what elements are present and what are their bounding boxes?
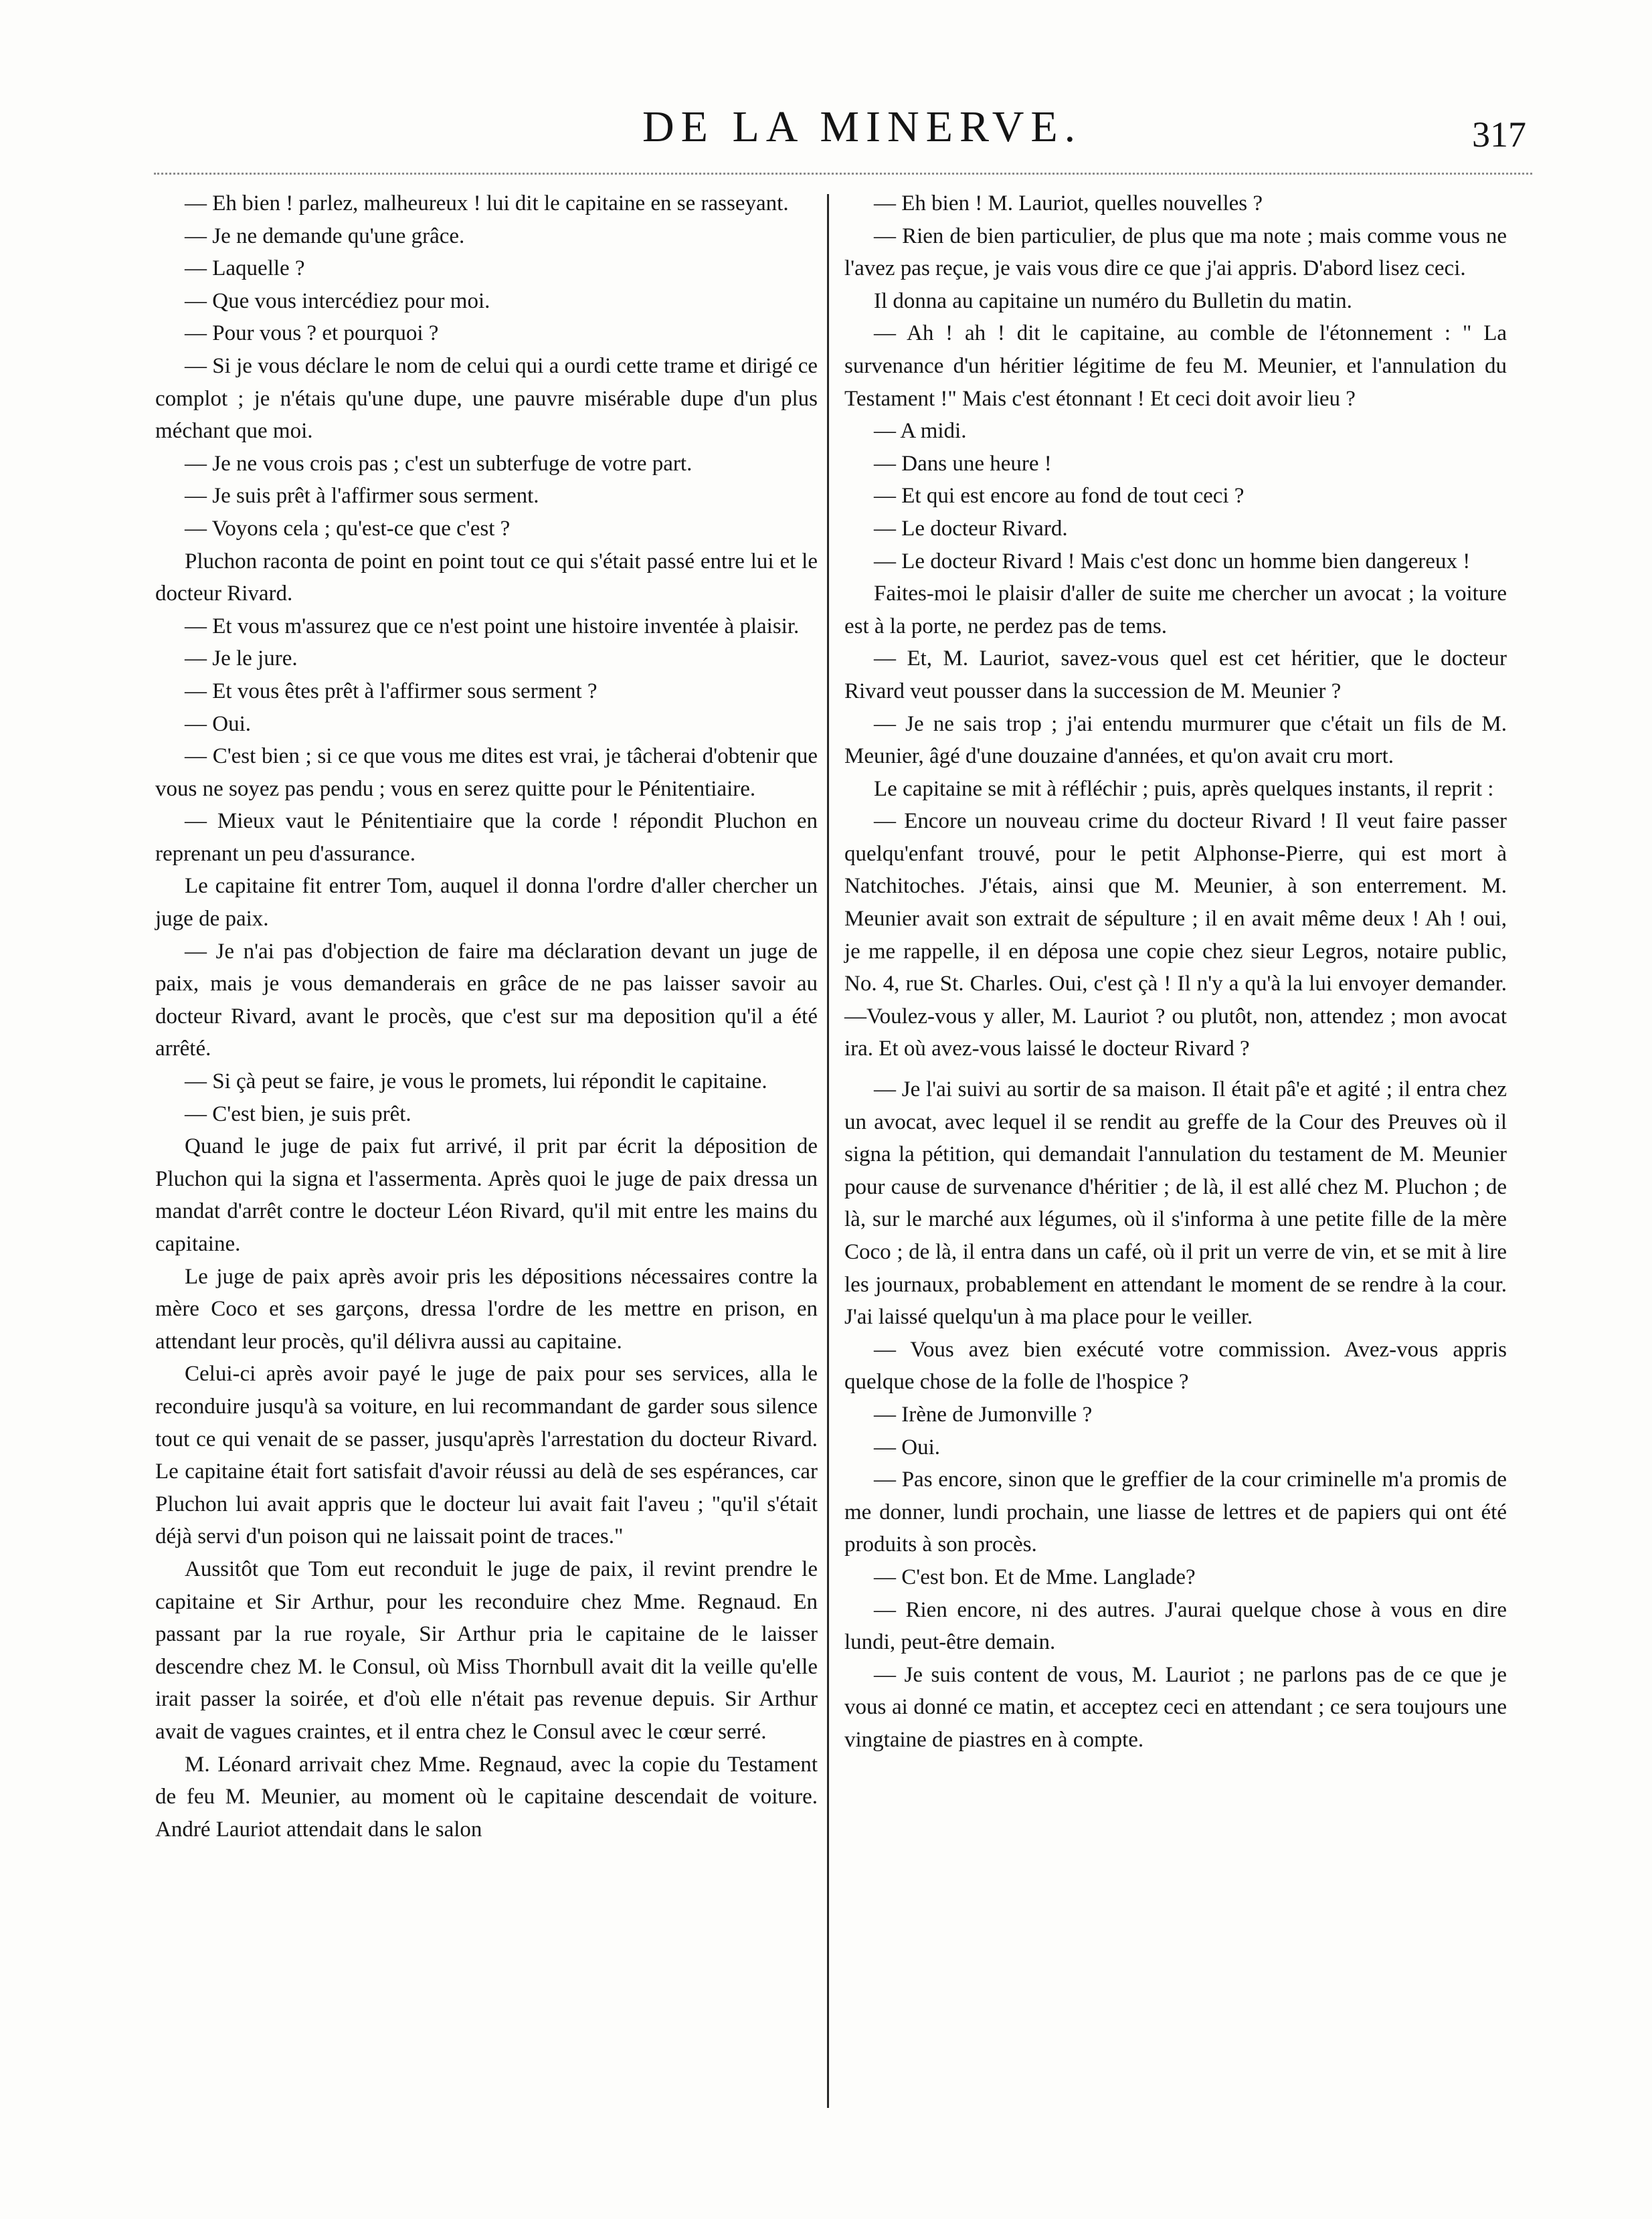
paragraph: — Rien de bien particulier, de plus que ma note ; mais comme vous ne l'avez pas reçue, je vais vous dire ce que j'ai appris. D'abord lisez ceci. (844, 224, 1507, 281)
paragraph: — Et vous m'assurez que ce n'est point une histoire inventée à plaisir. (185, 614, 800, 638)
paragraph: Aussitôt que Tom eut reconduit le juge de paix, il revint prendre le capitaine et Sir Arthur, pour les reconduire chez Mme. Regnaud. En passant par la rue royale, Sir Arthur pria le capitaine de le laisser descendre chez M. le Consul, où Miss Thornbull avait dit la veille qu'elle irait passer la soirée, et d'où elle n'était pas revenue depuis. Sir Arthur avait de vagues craintes, et il entra chez le Consul avec le cœur serré. (155, 1557, 818, 1744)
paragraph: — Laquelle ? (185, 256, 305, 281)
paragraph: — Pas encore, sinon que le greffier de la cour criminelle m'a promis de me donner, lundi prochain, une liasse de lettres et de papiers qui ont été produits à son procès. (844, 1468, 1507, 1557)
paragraph: — Ah ! ah ! dit le capitaine, au comble de l'étonnement : " La survenance d'un héritier légitime de feu M. Meunier, et l'annulation du Testament !" Mais c'est étonnant ! Et ceci doit avoir lieu ? (844, 321, 1507, 411)
paragraph: — Eh bien ! M. Lauriot, quelles nouvelles ? (874, 191, 1263, 215)
paragraph: M. Léonard arrivait chez Mme. Regnaud, avec la copie du Testament de feu M. Meunier, au moment où le capitaine descendait de voiture. André Lauriot attendait dans le salon (155, 1752, 818, 1842)
paragraph: — Eh bien ! parlez, malheureux ! lui dit le capitaine en se rasseyant. (185, 191, 789, 215)
header-rule (154, 173, 1532, 175)
paragraph: — Je suis prêt à l'affirmer sous serment. (185, 484, 539, 509)
paragraph: — Irène de Jumonville ? (874, 1402, 1093, 1427)
paragraph: — Je suis content de vous, M. Lauriot ; ne parlons pas de ce que je vous ai donné ce matin, et acceptez ceci en attendant ; ce sera toujours une vingtaine de piastres en à compte. (844, 1662, 1507, 1752)
paragraph: — C'est bien, je suis prêt. (185, 1101, 411, 1126)
paragraph: — Oui. (874, 1435, 940, 1459)
paragraph: — Si je vous déclare le nom de celui qui a ourdi cette trame et dirigé ce complot ; je n'étais qu'une dupe, une pauvre misérable dupe d'un plus méchant que moi. (155, 353, 818, 444)
paragraph: — Je ne vous crois pas ; c'est un subterfuge de votre part. (185, 451, 693, 476)
column-divider (827, 194, 829, 2108)
paragraph: — Si çà peut se faire, je vous le promets, lui répondit le capitaine. (185, 1069, 767, 1094)
paragraph: Faites-moi le plaisir d'aller de suite me chercher un avocat ; la voiture est à la porte, ne perdez pas de tems. (844, 582, 1507, 638)
paragraph: — Je le jure. (185, 646, 298, 671)
paragraph: — Encore un nouveau crime du docteur Rivard ! Il veut faire passer quelqu'enfant trouvé, pour le petit Alphonse-Pierre, qui est mort à Natchitoches. J'étais, ainsi que M. Meunier, à son enterrement. M. Meunier avait son extrait de sépulture ; il en avait même deux ! Ah ! oui, je me rappelle, il en déposa une copie chez sieur Legros, notaire public, No. 4, rue St. Charles. Oui, c'est çà ! Il n'y a qu'à la lui envoyer demander.—Voulez-vous y aller, M. Lauriot ? ou plutôt, non, attendez ; mon avocat ira. Et où avez-vous laissé le docteur Rivard ? (844, 809, 1507, 1061)
paragraph: Celui-ci après avoir payé le juge de paix pour ses services, alla le reconduire jusqu'à sa voiture, en lui recommandant de garder sous silence tout ce qui venait de se passer, jusqu'après l'arrestation du docteur Rivard. Le capitaine était fort satisfait d'avoir réussi au delà de ses espérances, car Pluchon lui avait appris que le docteur lui avait fait l'aveu ; "qu'il s'était déjà servi d'un poison qui ne laissait point de traces." (155, 1362, 818, 1549)
paragraph: — Je ne sais trop ; j'ai entendu murmurer que c'était un fils de M. Meunier, âgé d'une douzaine d'années, et qu'on avait cru mort. (844, 711, 1507, 769)
paragraph: — C'est bon. Et de Mme. Langlade? (874, 1565, 1196, 1589)
paragraph: — A midi. (874, 419, 967, 444)
page-number: 317 (1472, 114, 1526, 155)
paragraph: Le capitaine se mit à réfléchir ; puis, après quelques instants, il reprit : (874, 776, 1494, 801)
paragraph: Pluchon raconta de point en point tout ce qui s'était passé entre lui et le docteur Rivard. (155, 549, 818, 606)
paragraph: — Rien encore, ni des autres. J'aurai quelque chose à vous en dire lundi, peut-être demain. (844, 1597, 1507, 1655)
paragraph: — Le docteur Rivard. (874, 516, 1068, 541)
paragraph: Quand le juge de paix fut arrivé, il prit par écrit la déposition de Pluchon qui la signa et l'assermenta. Après quoi le juge de paix dressa un mandat d'arrêt contre le docteur Léon Rivard, qu'il mit entre les mains du capitaine. (155, 1134, 818, 1256)
paragraph: — Je l'ai suivi au sortir de sa maison. Il était pâ'e et agité ; il entra chez un avocat, avec lequel il se rendit au greffe de la Cour des Preuves où il signa la pétition, qui demandait l'annulation du testament de M. Meunier pour cause de survenance d'héritier ; de là, il est allé chez M. Pluchon ; de là, sur le marché aux légumes, où il s'informa à une petite fille de la mère Coco ; de là, il entra dans un café, où il prit un verre de vin, et se mit à lire les journaux, probablement en attendant le moment de se rendre à la cour. J'ai laissé quelqu'un à ma place pour le veiller. (844, 1077, 1507, 1330)
right-text-column (844, 187, 1507, 1757)
paragraph: — Dans une heure ! (874, 451, 1052, 476)
paragraph: Il donna au capitaine un numéro du Bulletin du matin. (874, 288, 1352, 313)
paragraph: — Je n'ai pas d'objection de faire ma déclaration devant un juge de paix, mais je vous demanderais en grâce de ne pas laisser savoir au docteur Rivard, avant le procès, que c'est sur ma deposition qu'il a été arrêté. (155, 939, 818, 1061)
paragraph: — Oui. (185, 711, 251, 736)
paragraph: — Que vous intercédiez pour moi. (185, 288, 490, 313)
paragraph: Le capitaine fit entrer Tom, auquel il donna l'ordre d'aller chercher un juge de paix. (155, 874, 818, 931)
paragraph: — Pour vous ? et pourquoi ? (185, 321, 439, 346)
paragraph: — C'est bien ; si ce que vous me dites est vrai, je tâcherai d'obtenir que vous ne soyez pas pendu ; vous en serez quitte pour le Pénitentiaire. (155, 744, 818, 801)
running-title: DE LA MINERVE. (642, 102, 1083, 151)
paragraph: — Je ne demande qu'une grâce. (185, 224, 465, 248)
paragraph: — Le docteur Rivard ! Mais c'est donc un homme bien dangereux ! (874, 549, 1471, 573)
paragraph: — Et qui est encore au fond de tout ceci ? (874, 484, 1245, 509)
paragraph: — Et, M. Lauriot, savez-vous quel est cet héritier, que le docteur Rivard veut pousser dans la succession de M. Meunier ? (844, 646, 1507, 703)
paragraph: — Mieux vaut le Pénitentiaire que la corde ! répondit Pluchon en reprenant un peu d'assurance. (155, 809, 818, 866)
paragraph: — Et vous êtes prêt à l'affirmer sous serment ? (185, 679, 598, 703)
left-text-column (155, 187, 818, 1846)
paragraph: Le juge de paix après avoir pris les dépositions nécessaires contre la mère Coco et ses garçons, dressa l'ordre de les mettre en prison, en attendant leur procès, qu'il délivra aussi au capitaine. (155, 1264, 818, 1354)
paragraph: — Vous avez bien exécuté votre commission. Avez-vous appris quelque chose de la folle de l'hospice ? (844, 1337, 1507, 1395)
paragraph: — Voyons cela ; qu'est-ce que c'est ? (185, 516, 511, 541)
